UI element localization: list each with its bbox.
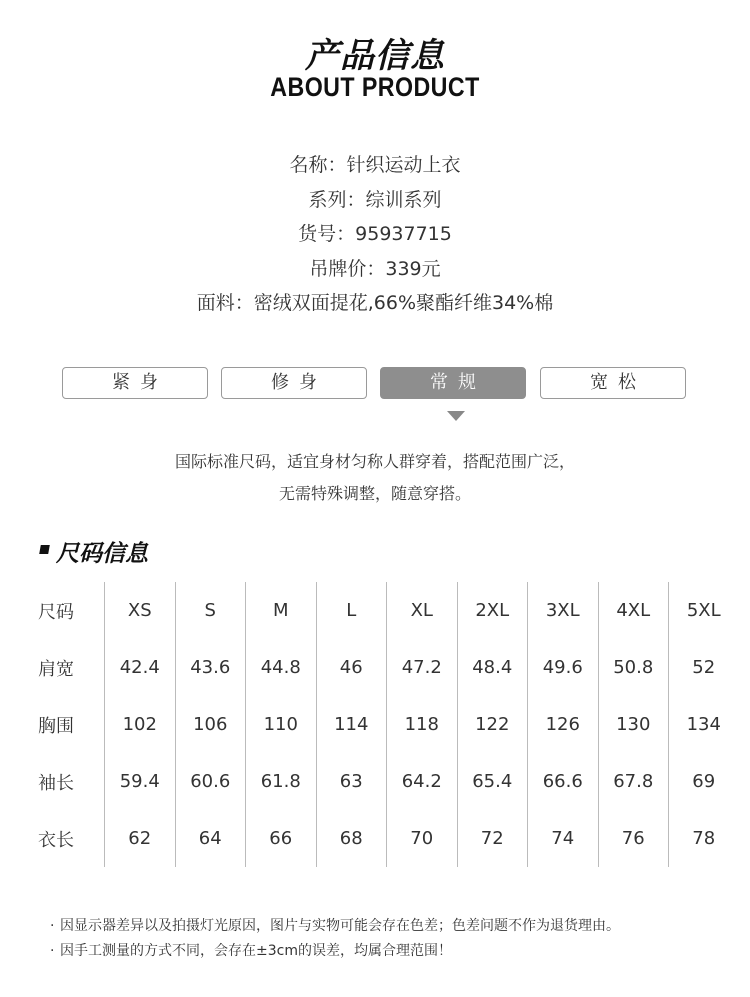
size-table-row-label: 袖长 bbox=[24, 753, 105, 810]
size-table-cell: 66.6 bbox=[528, 753, 599, 810]
product-price: 吊牌价：339元 bbox=[309, 257, 441, 280]
size-table-cell: 52 bbox=[692, 657, 716, 678]
note-text: 因手工测量的方式不同，会存在±3cm的误差，均属合理范围！ bbox=[60, 943, 452, 959]
size-table-header-cell: 3XL bbox=[528, 582, 599, 639]
size-table-row-label: 衣长 bbox=[24, 810, 105, 867]
size-table-header-label: 尺码 bbox=[24, 582, 105, 639]
size-table-cell: 67.8 bbox=[598, 753, 669, 810]
product-fabric: 面料：密绒双面提花,66%聚酯纤维34%棉 bbox=[196, 292, 554, 314]
size-table-cell: 78 bbox=[692, 828, 716, 849]
size-table-cell: 44.8 bbox=[246, 639, 317, 696]
size-table-header-cell: 5XL bbox=[686, 600, 721, 621]
size-table-cell: 70 bbox=[387, 810, 458, 867]
size-table-cell: 114 bbox=[316, 696, 387, 753]
size-table-cell: 66 bbox=[246, 810, 317, 867]
size-table-cell: 122 bbox=[457, 696, 528, 753]
page-title-cn: 产品信息 bbox=[305, 36, 445, 76]
fit-selector bbox=[62, 367, 688, 401]
size-table-cell: 63 bbox=[316, 753, 387, 810]
size-table-header-cell: S bbox=[175, 582, 246, 639]
note-text: 因显示器差异以及拍摄灯光原因，图片与实物可能会存在色差；色差问题不作为退货理由。 bbox=[60, 918, 620, 934]
size-table-row bbox=[24, 753, 739, 810]
size-table-cell: 64 bbox=[175, 810, 246, 867]
size-table-cell: 64.2 bbox=[387, 753, 458, 810]
bullet-dot-icon: · bbox=[50, 918, 55, 934]
size-table-header-row bbox=[24, 582, 739, 639]
size-table-cell: 72 bbox=[457, 810, 528, 867]
size-table-cell: 118 bbox=[387, 696, 458, 753]
size-table-cell: 59.4 bbox=[105, 753, 176, 810]
size-table bbox=[24, 582, 739, 867]
fit-description bbox=[0, 446, 750, 510]
product-sku: 货号：95937715 bbox=[298, 223, 452, 245]
fit-option-slim[interactable]: 修身 bbox=[221, 367, 367, 399]
size-table-cell: 106 bbox=[175, 696, 246, 753]
size-table-cell: 110 bbox=[246, 696, 317, 753]
product-name: 名称：针织运动上衣 bbox=[289, 154, 461, 176]
size-table-cell: 47.2 bbox=[387, 639, 458, 696]
fit-description-line-1: 国际标准尺码，适宜身材匀称人群穿着，搭配范围广泛， bbox=[174, 452, 575, 471]
fit-pointer-arrow-icon bbox=[447, 411, 465, 421]
size-table-row bbox=[24, 696, 739, 753]
square-bullet-icon bbox=[39, 545, 50, 554]
size-table-cell: 134 bbox=[686, 714, 721, 735]
fit-description-line-2: 无需特殊调整，随意穿搭。 bbox=[278, 484, 471, 503]
size-table-header-cell: XS bbox=[105, 582, 176, 639]
size-table-header-cell: XL bbox=[387, 582, 458, 639]
size-table-row-label: 胸围 bbox=[24, 696, 105, 753]
size-table-header-cell: L bbox=[316, 582, 387, 639]
size-table-cell: 50.8 bbox=[598, 639, 669, 696]
size-table-row bbox=[24, 810, 739, 867]
note-item bbox=[50, 914, 740, 939]
size-table-row bbox=[24, 639, 739, 696]
page-title-en: ABOUT PRODUCT bbox=[270, 72, 480, 102]
product-info bbox=[0, 148, 750, 321]
fit-option-tight[interactable]: 紧身 bbox=[62, 367, 208, 399]
size-table-cell: 68 bbox=[316, 810, 387, 867]
size-table-row-label: 肩宽 bbox=[24, 639, 105, 696]
size-table-cell: 69 bbox=[692, 771, 716, 792]
product-series: 系列：综训系列 bbox=[308, 188, 442, 211]
size-table-cell: 76 bbox=[598, 810, 669, 867]
size-table-cell: 74 bbox=[528, 810, 599, 867]
size-table-cell: 49.6 bbox=[528, 639, 599, 696]
size-table-cell: 42.4 bbox=[105, 639, 176, 696]
size-table-cell: 130 bbox=[598, 696, 669, 753]
fit-option-regular[interactable]: 常规 bbox=[380, 367, 526, 399]
size-heading-text: 尺码信息 bbox=[56, 541, 148, 567]
size-table-cell: 43.6 bbox=[175, 639, 246, 696]
size-table-cell: 126 bbox=[528, 696, 599, 753]
notes bbox=[50, 914, 740, 964]
size-table-cell: 62 bbox=[105, 810, 176, 867]
size-table-header-cell: 4XL bbox=[598, 582, 669, 639]
size-table-header-cell: 2XL bbox=[457, 582, 528, 639]
fit-option-loose[interactable]: 宽松 bbox=[540, 367, 686, 399]
size-table-cell: 46 bbox=[316, 639, 387, 696]
size-table-cell: 48.4 bbox=[457, 639, 528, 696]
size-table-cell: 60.6 bbox=[175, 753, 246, 810]
size-table-header-cell: M bbox=[246, 582, 317, 639]
size-table-cell: 65.4 bbox=[457, 753, 528, 810]
size-table-cell: 102 bbox=[105, 696, 176, 753]
note-item bbox=[50, 939, 740, 964]
size-table-cell: 61.8 bbox=[246, 753, 317, 810]
bullet-dot-icon: · bbox=[50, 943, 55, 959]
